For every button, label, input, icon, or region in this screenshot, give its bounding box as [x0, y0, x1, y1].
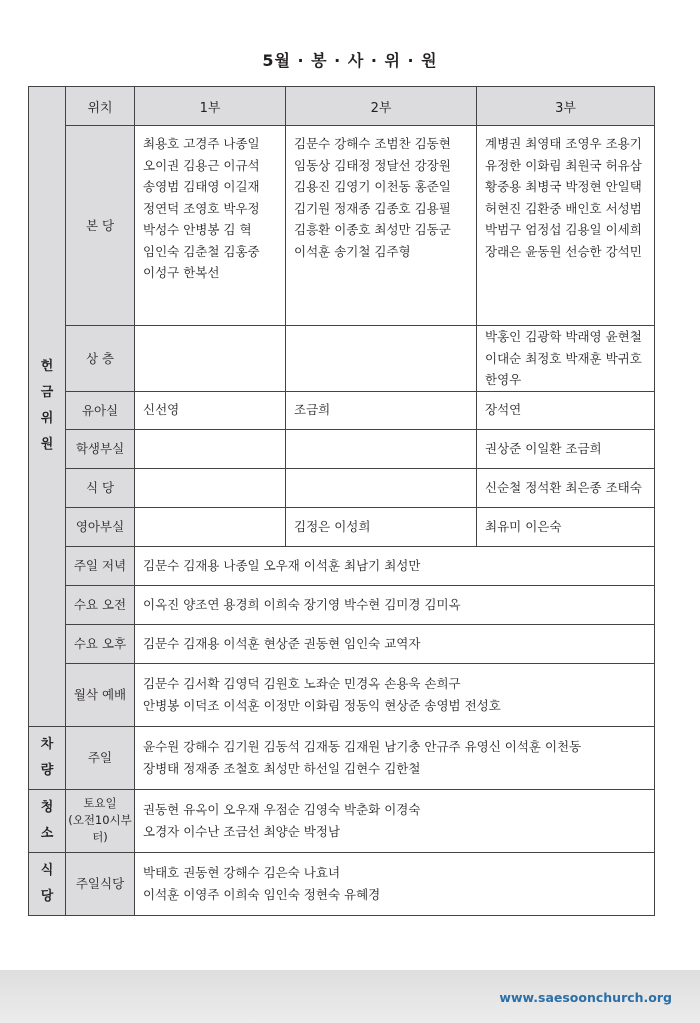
- students-service-2: [286, 429, 477, 468]
- row-label-dining: 식 당: [66, 468, 135, 507]
- sangcheung-service-1: [135, 326, 286, 392]
- page-title: 5월 · 봉 · 사 · 위 · 원: [262, 51, 438, 70]
- students-service-1: [135, 429, 286, 468]
- offering-category: 헌 금 위 원: [29, 87, 66, 727]
- volunteer-table: [28, 86, 655, 916]
- dining-service-2: [286, 468, 477, 507]
- table-row-sangcheung: [29, 326, 655, 392]
- row-label-monthly: 월삭 예배: [66, 663, 135, 726]
- row-label-wed-morning: 수요 오전: [66, 585, 135, 624]
- header-service-3: 3부: [477, 87, 655, 126]
- table-row-wed-morning: [29, 585, 655, 624]
- bondang-service-3: 계병권 최영태 조영우 조용기 유정한 이화림 최원국 허유삼 황중용 최병국 박정현 안일택 허현진 김환중 배인호 서성범 박범구 엄정섭 김용일 이세희 장래은 윤동원 선승한 강석민: [477, 126, 655, 326]
- table-row-monthly: [29, 663, 655, 726]
- cleaning-category: 청 소: [29, 789, 66, 852]
- row-label-sunday-evening: 주일 저녁: [66, 546, 135, 585]
- row-label-cleaning: 토요일 (오전10시부터): [66, 789, 135, 852]
- wed-afternoon-names: 김문수 김재용 이석훈 현상준 권동현 임인숙 교역자: [135, 624, 655, 663]
- table-row-cleaning: [29, 789, 655, 852]
- footer-bar: [0, 970, 700, 1023]
- header-service-2: 2부: [286, 87, 477, 126]
- header-position: 위치: [66, 87, 135, 126]
- table-row-students: [29, 429, 655, 468]
- row-label-vehicle: 주일: [66, 726, 135, 789]
- bondang-service-1: 최용호 고경주 나종일 오이권 김용근 이규석 송영범 김태영 이길재 정연덕 조영호 박우정 박성수 안병봉 김 혁 임인숙 김춘철 김홍중 이성구 한복선: [135, 126, 286, 326]
- sunday-evening-names: 김문수 김재용 나종일 오우재 이석훈 최남기 최성만: [135, 546, 655, 585]
- row-label-wed-afternoon: 수요 오후: [66, 624, 135, 663]
- kitchen-names: 박태호 권동현 강해수 김은숙 나효녀 이석훈 이영주 이희숙 임인숙 정현숙 유혜경: [135, 852, 655, 915]
- infant-service-2: 김정은 이성희: [286, 507, 477, 546]
- table-row-sunday-evening: [29, 546, 655, 585]
- row-label-bondang: 본 당: [66, 126, 135, 326]
- nursery-service-2: 조금희: [286, 391, 477, 429]
- header-row: [29, 87, 655, 126]
- table-row-infant: [29, 507, 655, 546]
- row-label-sangcheung: 상 층: [66, 326, 135, 392]
- table-row-wed-afternoon: [29, 624, 655, 663]
- row-label-students: 학생부실: [66, 429, 135, 468]
- dining-service-3: 신순철 정석환 최은종 조태숙: [477, 468, 655, 507]
- sangcheung-service-2: [286, 326, 477, 392]
- nursery-service-1: 신선영: [135, 391, 286, 429]
- wed-morning-names: 이옥진 양조연 용경희 이희숙 장기영 박수현 김미경 김미옥: [135, 585, 655, 624]
- website-link[interactable]: www.saesoonchurch.org: [499, 990, 672, 1005]
- dining-service-1: [135, 468, 286, 507]
- cleaning-names: 권동현 유옥이 오우재 우점순 김영숙 박춘화 이경숙 오경자 이수난 조금선 최양순 박정남: [135, 789, 655, 852]
- kitchen-category: 식 당: [29, 852, 66, 915]
- monthly-names: 김문수 김서확 김영덕 김원호 노좌순 민경옥 손용욱 손희구 안병봉 이덕조 이석훈 이정만 이화림 정동익 현상준 송영범 전성호: [135, 663, 655, 726]
- vehicle-category: 차 량: [29, 726, 66, 789]
- infant-service-3: 최유미 이은숙: [477, 507, 655, 546]
- nursery-service-3: 장석연: [477, 391, 655, 429]
- row-label-infant: 영아부실: [66, 507, 135, 546]
- bondang-service-2: 김문수 강해수 조범찬 김동현 임동상 김태정 정달선 강장원 김용진 김영기 이천동 홍준일 김기원 정재종 김종호 김용필 김흥환 이종호 최성만 김동군 이석훈 송기철 김주형: [286, 126, 477, 326]
- table-row-kitchen: [29, 852, 655, 915]
- table-row-vehicle: [29, 726, 655, 789]
- students-service-3: 권상준 이일환 조금희: [477, 429, 655, 468]
- sangcheung-service-3: 박홍인 김광학 박래영 윤현철 이대순 최정호 박재훈 박귀호 한영우: [477, 326, 655, 392]
- vehicle-names: 윤수원 강해수 김기원 김동석 김재동 김재원 남기충 안규주 유영신 이석훈 이천동 장병태 정재종 조철호 최성만 하선일 김현수 김한철: [135, 726, 655, 789]
- table-row-bondang: [29, 126, 655, 326]
- header-service-1: 1부: [135, 87, 286, 126]
- row-label-kitchen: 주일식당: [66, 852, 135, 915]
- table-row-dining: [29, 468, 655, 507]
- infant-service-1: [135, 507, 286, 546]
- table-row-nursery: [29, 391, 655, 429]
- row-label-nursery: 유아실: [66, 391, 135, 429]
